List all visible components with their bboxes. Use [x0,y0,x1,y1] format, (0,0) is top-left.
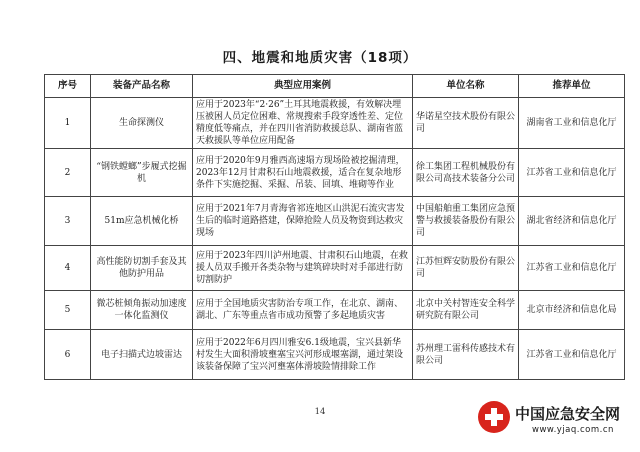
row-name: 51m应急机械化桥 [91,197,193,246]
row-recommender: 江苏省工业和信息化厅 [519,149,625,197]
table-row [45,291,625,330]
row-recommender: 湖南省工业和信息化厅 [519,98,625,149]
table-row [45,149,625,197]
row-name: 微芯桩倾角振动加速度一体化监测仪 [91,291,193,330]
row-no: 2 [45,149,91,197]
row-name: 高性能防切割手套及其他防护用品 [91,246,193,291]
table-row [45,98,625,149]
header-unit: 单位名称 [413,75,519,98]
row-recommender: 北京市经济和信息化局 [519,291,625,330]
cross-logo-icon [478,401,510,433]
header-no: 序号 [45,75,91,98]
row-unit: 北京中关村智连安全科学研究院有限公司 [413,291,519,330]
row-unit: 江苏恒辉安防股份有限公司 [413,246,519,291]
row-unit: 华诺星空技术股份有限公司 [413,98,519,149]
row-no: 5 [45,291,91,330]
table-row [45,246,625,291]
row-recommender: 江苏省工业和信息化厅 [519,246,625,291]
table-row [45,330,625,380]
watermark-url: www.yjaq.com.cn [532,425,614,435]
row-case: 应用于2020年9月雅西高速塌方现场险被挖掘清理，2023年12月甘肃积石山地震救援，适合在复杂地形条件下实施挖掘、采掘、吊装、回填、堆砌等作业 [193,149,413,197]
header-case: 典型应用案例 [193,75,413,98]
row-recommender: 江苏省工业和信息化厅 [519,330,625,380]
row-case: 应用于全国地质灾害防治专项工作，在北京、湖南、湖北、广东等重点省市成功预警了多起地质灾害 [193,291,413,330]
row-case: 应用于2023年四川泸州地震、甘肃积石山地震，在救援人员双手搬开各类杂物与建筑碎块时对手部进行防切割防护 [193,246,413,291]
row-no: 1 [45,98,91,149]
watermark [478,398,638,448]
row-unit: 徐工集团工程机械股份有限公司高技术装备分公司 [413,149,519,197]
row-no: 4 [45,246,91,291]
row-case: 应用于2022年6月四川雅安6.1级地震，宝兴县新华村发生大面积滑坡壅塞宝兴河形成堰塞湖，通过架设该装备保障了宝兴河壅塞体滑坡险情排除工作 [193,330,413,380]
row-case: 应用于2023年“2·26”土耳其地震救援，有效解决埋压被困人员定位困难、常规搜索手段穿透性差、定位精度低等痛点，并在四川省消防救援总队、湖南省蓝天救援队等单位应用配备 [193,98,413,149]
row-no: 6 [45,330,91,380]
header-recommender: 推荐单位 [519,75,625,98]
row-case: 应用于2021年7月青海省祁连地区山洪泥石流灾害发生后的临时道路搭建，保障抢险人员及物资到达救灾现场 [193,197,413,246]
row-name: “钢铁螳螂”步履式挖掘机 [91,149,193,197]
row-no: 3 [45,197,91,246]
row-unit: 苏州理工雷科传感技术有限公司 [413,330,519,380]
section-title: 四、地震和地质灾害（18项） [222,50,418,66]
table-header-row [45,75,625,98]
table-row [45,197,625,246]
equipment-table [44,74,625,380]
row-name: 电子扫描式边坡雷达 [91,330,193,380]
row-name: 生命探测仪 [91,98,193,149]
row-unit: 中国船舶重工集团应急预警与救援装备股份有限公司 [413,197,519,246]
header-name: 装备产品名称 [91,75,193,98]
page-number: 14 [314,407,326,417]
row-recommender: 湖北省经济和信息化厅 [519,197,625,246]
watermark-name: 中国应急安全网 [515,405,621,423]
